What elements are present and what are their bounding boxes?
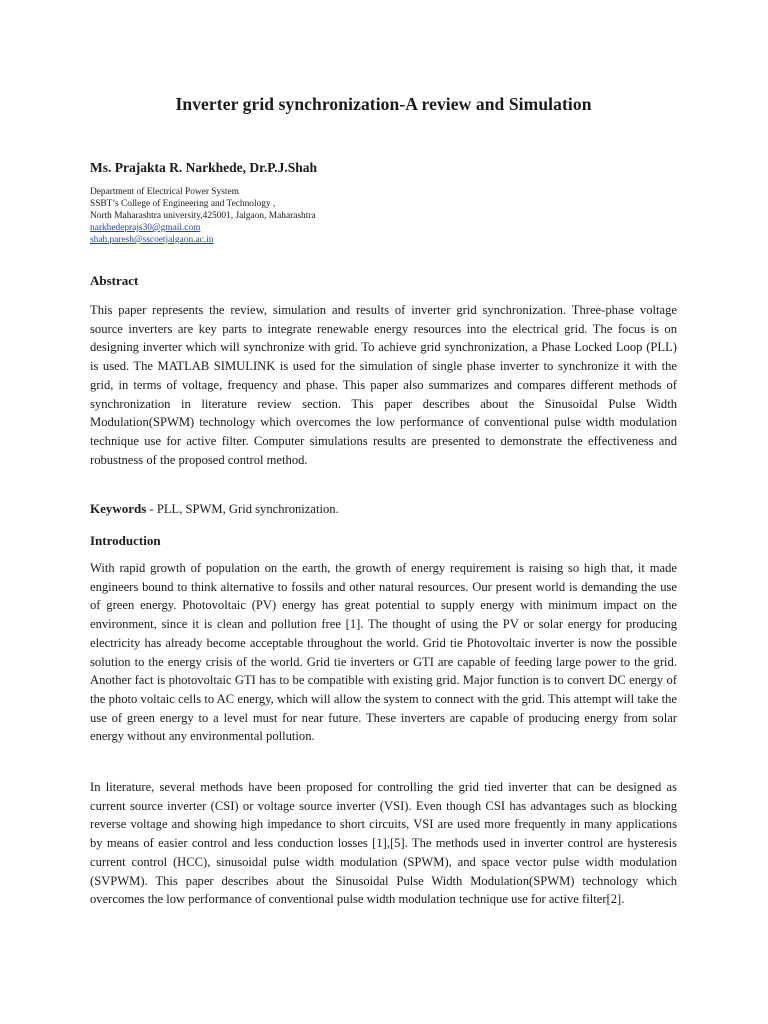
email-link-2[interactable]: shah.paresh@sscoetjalgaon.ac.in [90, 235, 214, 245]
author-line: Ms. Prajakta R. Narkhede, Dr.P.J.Shah [90, 160, 318, 175]
affiliation-block [90, 186, 316, 246]
abstract-heading: Abstract [90, 273, 139, 288]
affiliation-department: Department of Electrical Power System [90, 187, 239, 197]
introduction-heading: Introduction [90, 533, 161, 548]
keywords-label: Keywords [90, 501, 147, 516]
affiliation-college: SSBT’s College of Engineering and Technology , [90, 199, 276, 209]
introduction-paragraph-2: In literature, several methods have been proposed for controlling the grid tied inverter that can be designed as current source inverter (CSI) or voltage source inverter (VSI). Even though CSI has advantages such as blocking reverse voltage and showing high impedance to short circuits, VSI are used more frequently in many applications by means of easier control and less conduction losses [1],[5]. The methods used in inverter control are hysteresis current control (HCC), sinusoidal pulse width modulation (SPWM), and space vector pulse width modulation (SVPWM). This paper describes about the Sinusoidal Pulse Width Modulation(SPWM) technology which overcomes the low performance of conventional pulse width modulation technique use for active filter[2]. [90, 780, 677, 907]
keywords-text: - PLL, SPWM, Grid synchronization. [146, 502, 339, 516]
keywords-line [90, 501, 339, 517]
email-link-1[interactable]: narkhedeprajs30@gmail.com [90, 223, 201, 233]
affiliation-address: North Maharashtra university,425001, Jalgaon, Maharashtra [90, 211, 316, 221]
abstract-text: This paper represents the review, simulation and results of inverter grid synchronization. Three-phase voltage source inverters are key parts to integrate renewable energy resources into the electrical grid. The focus is on designing inverter which will synchronize with grid. To achieve grid synchronization, a Phase Locked Loop (PLL) is used. The MATLAB SIMULINK is used for the simulation of single phase inverter to synchronize it with the grid, in terms of voltage, frequency and phase. This paper also summarizes and compares different methods of synchronization in literature review section. This paper describes about the Sinusoidal Pulse Width Modulation(SPWM) technology which overcomes the low performance of conventional pulse width modulation technique use for active filter. Computer simulations results are presented to demonstrate the effectiveness and robustness of the proposed control method. [90, 303, 677, 467]
paper-title: Inverter grid synchronization-A review and Simulation [175, 94, 592, 114]
introduction-paragraph-1: With rapid growth of population on the earth, the growth of energy requirement is raising so high that, it made engineers bound to think alternative to fossils and other natural resources. Our present world is demanding the use of green energy. Photovoltaic (PV) energy has great potential to supply energy with minimum impact on the environment, since it is clean and pollution free [1]. The thought of using the PV or solar energy for producing electricity has already become acceptable throughout the world. Grid tie Photovoltaic inverter is now the possible solution to the energy crisis of the world. Grid tie inverters or GTI are capable of feeding large power to the grid. Another fact is photovoltaic GTI has to be compatible with existing grid. Major function is to convert DC energy of the photo voltaic cells to AC energy, which will allow the system to connect with the grid. This attempt will take the use of green energy to a level must for near future. These inverters are capable of producing energy from solar energy without any environmental pollution. [90, 561, 677, 744]
